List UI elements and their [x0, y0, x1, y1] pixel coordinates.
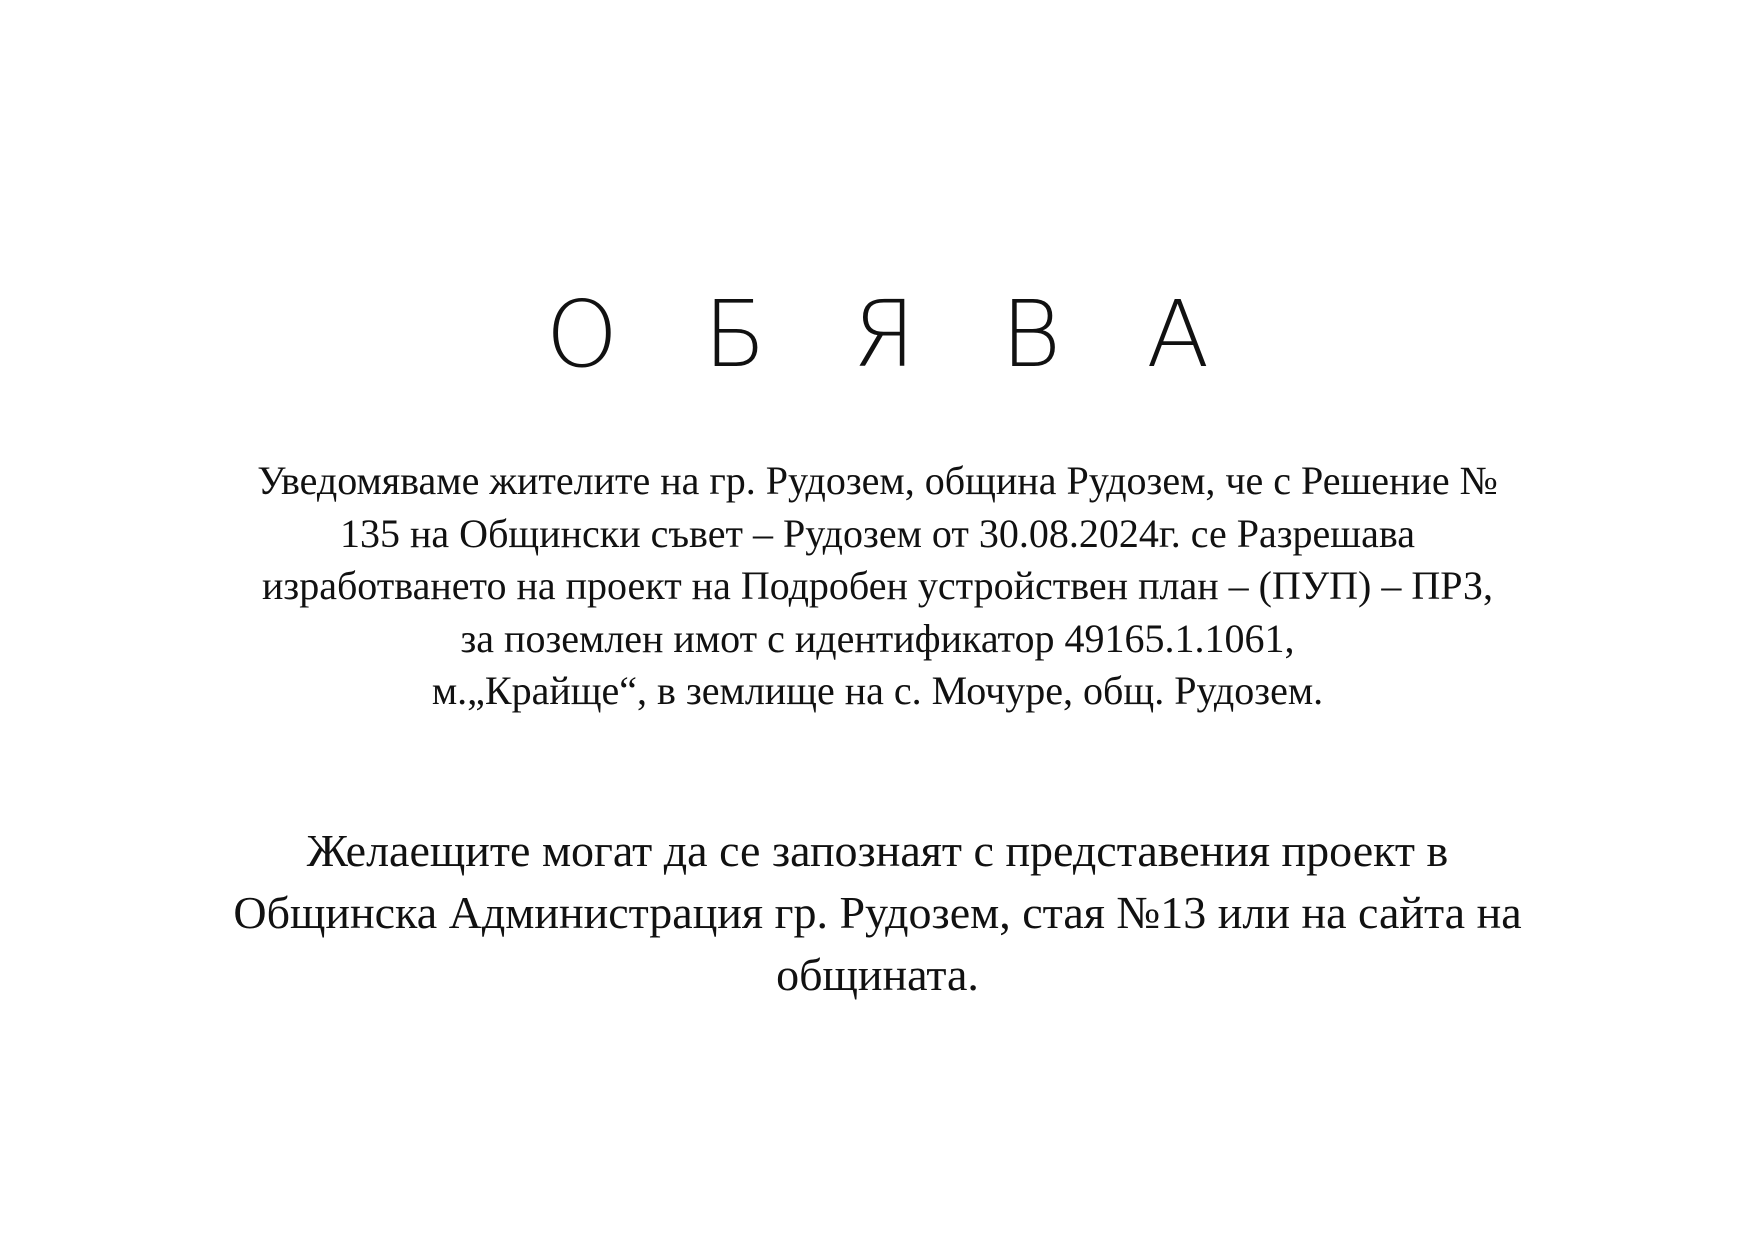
notice-line: Уведомяваме жителите на гр. Рудозем, община Рудозем, че с Решение № — [257, 458, 1498, 503]
notice-line: м.„Крайще“, в землище на с. Мочуре, общ. Рудозем. — [431, 668, 1324, 713]
document-title: О Б Я В А — [545, 281, 1238, 388]
notice-line: изработването на проект на Подробен устройствен план – (ПУП) – ПРЗ, — [261, 563, 1493, 608]
info-line: общината. — [776, 949, 979, 1000]
info-paragraph — [120, 820, 1635, 1006]
notice-paragraph — [120, 455, 1635, 718]
notice-line: за поземлен имот с идентификатор 49165.1.1061, — [460, 615, 1295, 661]
info-line: Общинска Администрация гр. Рудозем, стая №13 или на сайта на — [233, 887, 1522, 938]
info-line: Желаещите могат да се запознаят с представения проект в — [306, 825, 1449, 876]
notice-line: 135 на Общински съвет – Рудозем от 30.08.2024г. се Разрешава — [340, 510, 1415, 556]
